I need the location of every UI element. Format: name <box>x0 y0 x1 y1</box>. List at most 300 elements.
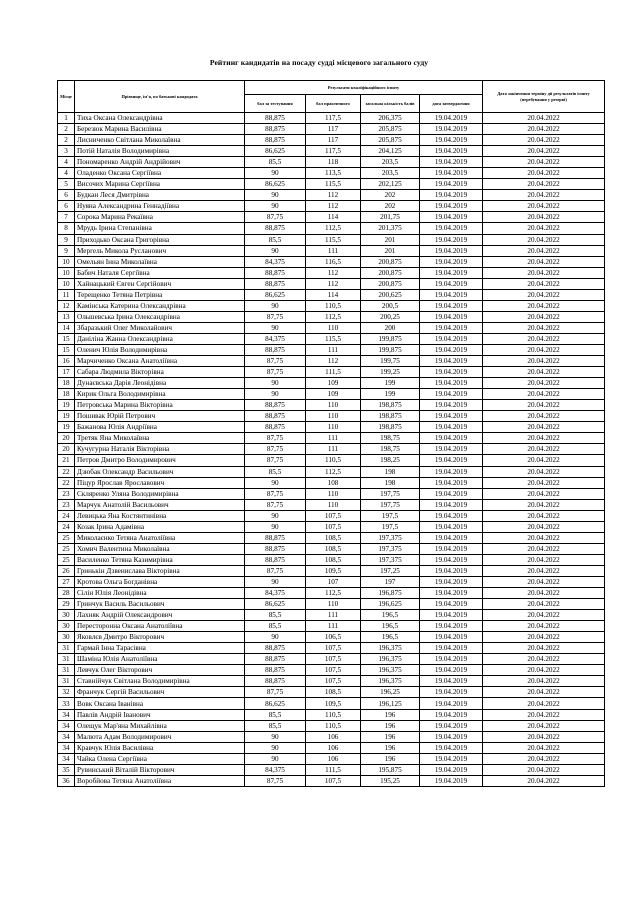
cell-practical-score: 110 <box>306 499 361 510</box>
cell-expiry-date: 20.04.2022 <box>483 113 605 124</box>
cell-expiry-date: 20.04.2022 <box>483 234 605 245</box>
table-row <box>58 477 605 488</box>
cell-expiry-date: 20.04.2022 <box>483 720 605 731</box>
cell-approval-date: 19.04.2019 <box>420 400 483 411</box>
table-row <box>58 709 605 720</box>
cell-test-score: 88,875 <box>245 643 306 654</box>
cell-expiry-date: 20.04.2022 <box>483 665 605 676</box>
table-row <box>58 466 605 477</box>
cell-place: 6 <box>58 201 75 212</box>
cell-approval-date: 19.04.2019 <box>420 588 483 599</box>
cell-practical-score: 112 <box>306 201 361 212</box>
cell-name: Кравчук Юлія Василівна <box>75 742 245 753</box>
cell-total-score: 196,375 <box>361 654 420 665</box>
cell-total-score: 201,375 <box>361 223 420 234</box>
cell-test-score: 87,75 <box>245 212 306 223</box>
cell-test-score: 87,75 <box>245 433 306 444</box>
cell-place: 25 <box>58 543 75 554</box>
cell-place: 24 <box>58 521 75 532</box>
cell-practical-score: 112 <box>306 278 361 289</box>
cell-total-score: 202 <box>361 201 420 212</box>
table-row <box>58 333 605 344</box>
cell-place: 27 <box>58 576 75 587</box>
cell-practical-score: 107,5 <box>306 654 361 665</box>
cell-total-score: 197,5 <box>361 510 420 521</box>
cell-place: 34 <box>58 709 75 720</box>
cell-name: Гармай Інна Тарасівна <box>75 643 245 654</box>
cell-approval-date: 19.04.2019 <box>420 422 483 433</box>
cell-place: 31 <box>58 676 75 687</box>
cell-name: Оленич Юлія Володимирівна <box>75 344 245 355</box>
cell-practical-score: 109,5 <box>306 698 361 709</box>
cell-total-score: 197,375 <box>361 532 420 543</box>
header-name: Прізвище, ім'я, по батькові кандидата <box>75 81 245 113</box>
cell-test-score: 88,875 <box>245 278 306 289</box>
table-row <box>58 389 605 400</box>
cell-total-score: 197,375 <box>361 554 420 565</box>
table-row <box>58 378 605 389</box>
cell-place: 1 <box>58 113 75 124</box>
cell-practical-score: 107,5 <box>306 775 361 786</box>
cell-test-score: 88,875 <box>245 676 306 687</box>
cell-total-score: 201 <box>361 245 420 256</box>
cell-place: 34 <box>58 731 75 742</box>
table-row <box>58 157 605 168</box>
cell-name: Левчук Олег Вікторович <box>75 665 245 676</box>
cell-expiry-date: 20.04.2022 <box>483 190 605 201</box>
cell-test-score: 90 <box>245 322 306 333</box>
cell-practical-score: 107 <box>306 576 361 587</box>
rating-table <box>57 80 605 787</box>
cell-total-score: 198,75 <box>361 444 420 455</box>
cell-place: 24 <box>58 510 75 521</box>
cell-total-score: 196,25 <box>361 687 420 698</box>
cell-expiry-date: 20.04.2022 <box>483 400 605 411</box>
cell-practical-score: 115,5 <box>306 333 361 344</box>
cell-test-score: 88,875 <box>245 267 306 278</box>
cell-test-score: 88,875 <box>245 665 306 676</box>
cell-practical-score: 108,5 <box>306 554 361 565</box>
cell-place: 35 <box>58 764 75 775</box>
cell-name: Левицька Яна Костянтинівна <box>75 510 245 521</box>
cell-test-score: 90 <box>245 168 306 179</box>
cell-name: Пошивак Юрій Петрович <box>75 411 245 422</box>
cell-place: 19 <box>58 411 75 422</box>
cell-test-score: 88,875 <box>245 554 306 565</box>
table-row <box>58 422 605 433</box>
cell-place: 23 <box>58 488 75 499</box>
table-body <box>58 113 605 787</box>
cell-name: Сорока Марина Рекаївна <box>75 212 245 223</box>
cell-expiry-date: 20.04.2022 <box>483 488 605 499</box>
cell-name: Потій Наталія Володимирівна <box>75 146 245 157</box>
cell-test-score: 86,625 <box>245 289 306 300</box>
cell-name: Франчук Сергій Васильович <box>75 687 245 698</box>
cell-expiry-date: 20.04.2022 <box>483 565 605 576</box>
cell-practical-score: 109 <box>306 389 361 400</box>
cell-total-score: 200,5 <box>361 300 420 311</box>
cell-expiry-date: 20.04.2022 <box>483 124 605 135</box>
cell-name: Ольшевська Ірина Олександрівна <box>75 311 245 322</box>
cell-total-score: 203,5 <box>361 168 420 179</box>
cell-name: Козак Ірина Адамівна <box>75 521 245 532</box>
cell-total-score: 202 <box>361 190 420 201</box>
cell-total-score: 201 <box>361 234 420 245</box>
cell-practical-score: 107,5 <box>306 510 361 521</box>
cell-test-score: 88,875 <box>245 113 306 124</box>
cell-name: Петров Дмитро Володимирович <box>75 455 245 466</box>
cell-expiry-date: 20.04.2022 <box>483 753 605 764</box>
cell-approval-date: 19.04.2019 <box>420 610 483 621</box>
cell-total-score: 199,875 <box>361 344 420 355</box>
cell-approval-date: 19.04.2019 <box>420 168 483 179</box>
cell-approval-date: 19.04.2019 <box>420 124 483 135</box>
cell-expiry-date: 20.04.2022 <box>483 687 605 698</box>
table-row <box>58 168 605 179</box>
cell-approval-date: 19.04.2019 <box>420 554 483 565</box>
cell-expiry-date: 20.04.2022 <box>483 521 605 532</box>
table-header <box>58 81 605 113</box>
cell-approval-date: 19.04.2019 <box>420 775 483 786</box>
cell-practical-score: 111 <box>306 610 361 621</box>
cell-practical-score: 117,5 <box>306 146 361 157</box>
cell-test-score: 84,375 <box>245 256 306 267</box>
cell-expiry-date: 20.04.2022 <box>483 135 605 146</box>
table-row <box>58 411 605 422</box>
cell-name: Яковлєв Дмитро Вікторович <box>75 632 245 643</box>
cell-place: 15 <box>58 333 75 344</box>
cell-place: 30 <box>58 610 75 621</box>
cell-practical-score: 109 <box>306 378 361 389</box>
cell-practical-score: 112,5 <box>306 466 361 477</box>
cell-total-score: 199 <box>361 378 420 389</box>
table-row <box>58 256 605 267</box>
cell-name: Пономаренко Андрій Андрійович <box>75 157 245 168</box>
cell-expiry-date: 20.04.2022 <box>483 455 605 466</box>
cell-name: Марчиченко Оксана Анатоліївна <box>75 356 245 367</box>
cell-total-score: 206,375 <box>361 113 420 124</box>
cell-place: 30 <box>58 632 75 643</box>
cell-expiry-date: 20.04.2022 <box>483 411 605 422</box>
cell-expiry-date: 20.04.2022 <box>483 654 605 665</box>
cell-total-score: 197,375 <box>361 543 420 554</box>
cell-practical-score: 115,5 <box>306 179 361 190</box>
cell-test-score: 88,875 <box>245 223 306 234</box>
cell-total-score: 196,375 <box>361 676 420 687</box>
cell-practical-score: 111,5 <box>306 764 361 775</box>
cell-approval-date: 19.04.2019 <box>420 267 483 278</box>
table-row <box>58 643 605 654</box>
cell-approval-date: 19.04.2019 <box>420 731 483 742</box>
cell-practical-score: 117,5 <box>306 113 361 124</box>
table-row <box>58 654 605 665</box>
cell-test-score: 90 <box>245 731 306 742</box>
cell-expiry-date: 20.04.2022 <box>483 764 605 775</box>
cell-place: 6 <box>58 190 75 201</box>
cell-test-score: 88,875 <box>245 411 306 422</box>
cell-approval-date: 19.04.2019 <box>420 753 483 764</box>
cell-test-score: 87,75 <box>245 367 306 378</box>
cell-total-score: 196,125 <box>361 698 420 709</box>
cell-practical-score: 112 <box>306 356 361 367</box>
cell-place: 30 <box>58 621 75 632</box>
cell-expiry-date: 20.04.2022 <box>483 543 605 554</box>
cell-practical-score: 117 <box>306 135 361 146</box>
table-row <box>58 676 605 687</box>
cell-name: Мергель Микола Русланович <box>75 245 245 256</box>
cell-expiry-date: 20.04.2022 <box>483 433 605 444</box>
cell-approval-date: 19.04.2019 <box>420 621 483 632</box>
table-row <box>58 698 605 709</box>
cell-place: 10 <box>58 256 75 267</box>
cell-approval-date: 19.04.2019 <box>420 389 483 400</box>
cell-approval-date: 19.04.2019 <box>420 278 483 289</box>
table-row <box>58 554 605 565</box>
cell-expiry-date: 20.04.2022 <box>483 289 605 300</box>
cell-test-score: 87,75 <box>245 499 306 510</box>
cell-name: Марчук Анатолій Васильович <box>75 499 245 510</box>
cell-test-score: 86,625 <box>245 146 306 157</box>
table-row <box>58 400 605 411</box>
cell-test-score: 88,875 <box>245 135 306 146</box>
cell-practical-score: 110,5 <box>306 300 361 311</box>
cell-test-score: 88,875 <box>245 543 306 554</box>
cell-name: Лисниченко Світлана Миколаївна <box>75 135 245 146</box>
table-row <box>58 576 605 587</box>
cell-expiry-date: 20.04.2022 <box>483 775 605 786</box>
cell-place: 31 <box>58 665 75 676</box>
cell-place: 8 <box>58 223 75 234</box>
table-row <box>58 201 605 212</box>
header-total-score: загальна кількість балів <box>361 95 420 113</box>
cell-test-score: 87,75 <box>245 455 306 466</box>
cell-test-score: 90 <box>245 510 306 521</box>
cell-practical-score: 110 <box>306 411 361 422</box>
cell-name: Воробйова Тетяна Анатоліївна <box>75 775 245 786</box>
cell-place: 34 <box>58 742 75 753</box>
cell-practical-score: 117 <box>306 124 361 135</box>
cell-practical-score: 108,5 <box>306 687 361 698</box>
header-practical-score: бал практичного <box>306 95 361 113</box>
cell-practical-score: 115,5 <box>306 234 361 245</box>
cell-approval-date: 19.04.2019 <box>420 190 483 201</box>
cell-approval-date: 19.04.2019 <box>420 113 483 124</box>
cell-test-score: 90 <box>245 190 306 201</box>
cell-total-score: 199,25 <box>361 367 420 378</box>
cell-test-score: 87,75 <box>245 444 306 455</box>
cell-expiry-date: 20.04.2022 <box>483 311 605 322</box>
cell-expiry-date: 20.04.2022 <box>483 621 605 632</box>
cell-place: 16 <box>58 356 75 367</box>
cell-approval-date: 19.04.2019 <box>420 488 483 499</box>
cell-practical-score: 111 <box>306 344 361 355</box>
cell-expiry-date: 20.04.2022 <box>483 698 605 709</box>
cell-test-score: 86,625 <box>245 179 306 190</box>
table-row <box>58 565 605 576</box>
cell-name: Дунаєвська Дарія Леонідівна <box>75 378 245 389</box>
cell-approval-date: 19.04.2019 <box>420 742 483 753</box>
cell-test-score: 90 <box>245 632 306 643</box>
cell-total-score: 198,875 <box>361 411 420 422</box>
cell-expiry-date: 20.04.2022 <box>483 632 605 643</box>
cell-test-score: 90 <box>245 742 306 753</box>
table-row <box>58 322 605 333</box>
cell-total-score: 197,75 <box>361 499 420 510</box>
cell-name: Будкан Леся Дмитрівна <box>75 190 245 201</box>
cell-test-score: 90 <box>245 477 306 488</box>
cell-total-score: 200,625 <box>361 289 420 300</box>
cell-total-score: 196 <box>361 753 420 764</box>
cell-practical-score: 116,5 <box>306 256 361 267</box>
cell-expiry-date: 20.04.2022 <box>483 168 605 179</box>
cell-place: 2 <box>58 124 75 135</box>
cell-place: 3 <box>58 146 75 157</box>
cell-test-score: 90 <box>245 576 306 587</box>
cell-expiry-date: 20.04.2022 <box>483 477 605 488</box>
cell-expiry-date: 20.04.2022 <box>483 466 605 477</box>
cell-approval-date: 19.04.2019 <box>420 223 483 234</box>
cell-name: Приходько Оксана Григорівна <box>75 234 245 245</box>
table-row <box>58 764 605 775</box>
cell-expiry-date: 20.04.2022 <box>483 201 605 212</box>
cell-total-score: 198,75 <box>361 433 420 444</box>
cell-total-score: 196,625 <box>361 599 420 610</box>
cell-practical-score: 106 <box>306 742 361 753</box>
cell-approval-date: 19.04.2019 <box>420 201 483 212</box>
cell-name: Тиха Оксана Олександрівна <box>75 113 245 124</box>
cell-total-score: 200,875 <box>361 278 420 289</box>
cell-place: 31 <box>58 654 75 665</box>
cell-total-score: 200,875 <box>361 267 420 278</box>
cell-approval-date: 19.04.2019 <box>420 433 483 444</box>
cell-name: Терещенко Тетяна Петрівна <box>75 289 245 300</box>
cell-total-score: 196,5 <box>361 632 420 643</box>
cell-total-score: 196 <box>361 720 420 731</box>
cell-approval-date: 19.04.2019 <box>420 521 483 532</box>
cell-approval-date: 19.04.2019 <box>420 466 483 477</box>
cell-place: 22 <box>58 477 75 488</box>
cell-name: Камінська Катерина Олександрівна <box>75 300 245 311</box>
cell-approval-date: 19.04.2019 <box>420 378 483 389</box>
cell-place: 5 <box>58 179 75 190</box>
cell-name: Бажанова Юлія Андріївна <box>75 422 245 433</box>
table-row <box>58 610 605 621</box>
cell-practical-score: 112,5 <box>306 588 361 599</box>
cell-approval-date: 19.04.2019 <box>420 543 483 554</box>
cell-approval-date: 19.04.2019 <box>420 322 483 333</box>
cell-expiry-date: 20.04.2022 <box>483 709 605 720</box>
cell-test-score: 88,875 <box>245 422 306 433</box>
table-row <box>58 190 605 201</box>
cell-test-score: 87,75 <box>245 565 306 576</box>
cell-test-score: 90 <box>245 389 306 400</box>
cell-approval-date: 19.04.2019 <box>420 356 483 367</box>
table-row <box>58 135 605 146</box>
cell-place: 26 <box>58 565 75 576</box>
cell-name: Оладенко Оксана Сергіївна <box>75 168 245 179</box>
cell-place: 14 <box>58 322 75 333</box>
cell-name: Хомич Валентина Миколаївна <box>75 543 245 554</box>
cell-approval-date: 19.04.2019 <box>420 289 483 300</box>
cell-place: 31 <box>58 643 75 654</box>
cell-name: Василенко Тетяна Казимирівна <box>75 554 245 565</box>
cell-total-score: 198 <box>361 466 420 477</box>
cell-name: Кротова Ольга Богданівна <box>75 576 245 587</box>
cell-place: 20 <box>58 433 75 444</box>
cell-place: 4 <box>58 157 75 168</box>
cell-expiry-date: 20.04.2022 <box>483 245 605 256</box>
cell-name: Рувинський Віталій Вікторович <box>75 764 245 775</box>
cell-place: 33 <box>58 698 75 709</box>
header-approval-date: дата затвердження <box>420 95 483 113</box>
cell-expiry-date: 20.04.2022 <box>483 300 605 311</box>
cell-test-score: 87,75 <box>245 775 306 786</box>
cell-expiry-date: 20.04.2022 <box>483 378 605 389</box>
table-row <box>58 234 605 245</box>
cell-test-score: 84,375 <box>245 764 306 775</box>
cell-approval-date: 19.04.2019 <box>420 510 483 521</box>
table-row <box>58 588 605 599</box>
cell-test-score: 85,5 <box>245 621 306 632</box>
cell-test-score: 84,375 <box>245 333 306 344</box>
cell-expiry-date: 20.04.2022 <box>483 599 605 610</box>
cell-test-score: 87,75 <box>245 356 306 367</box>
cell-practical-score: 110 <box>306 599 361 610</box>
cell-test-score: 85,5 <box>245 720 306 731</box>
cell-name: Ставнійчук Світлана Володимирівна <box>75 676 245 687</box>
cell-expiry-date: 20.04.2022 <box>483 256 605 267</box>
cell-place: 7 <box>58 212 75 223</box>
table-row <box>58 521 605 532</box>
cell-total-score: 195,25 <box>361 775 420 786</box>
cell-expiry-date: 20.04.2022 <box>483 367 605 378</box>
cell-total-score: 200,875 <box>361 256 420 267</box>
cell-practical-score: 107,5 <box>306 643 361 654</box>
cell-test-score: 88,875 <box>245 532 306 543</box>
cell-total-score: 196,875 <box>361 588 420 599</box>
table-row <box>58 146 605 157</box>
cell-practical-score: 109,5 <box>306 565 361 576</box>
table-row <box>58 289 605 300</box>
header-place: Місце <box>58 81 75 113</box>
cell-approval-date: 19.04.2019 <box>420 643 483 654</box>
page-title: Рейтинг кандидатів на посаду судді місцевого загального суду <box>209 58 429 67</box>
cell-approval-date: 19.04.2019 <box>420 212 483 223</box>
cell-name: Малюта Адам Володимирович <box>75 731 245 742</box>
cell-total-score: 196 <box>361 731 420 742</box>
table-row <box>58 344 605 355</box>
cell-place: 18 <box>58 389 75 400</box>
cell-name: Третяк Яна Миколаївна <box>75 433 245 444</box>
cell-expiry-date: 20.04.2022 <box>483 742 605 753</box>
cell-name: Скляренко Уляна Володимирівна <box>75 488 245 499</box>
cell-total-score: 196 <box>361 709 420 720</box>
cell-total-score: 197 <box>361 576 420 587</box>
cell-expiry-date: 20.04.2022 <box>483 356 605 367</box>
cell-total-score: 196,5 <box>361 610 420 621</box>
cell-practical-score: 110,5 <box>306 455 361 466</box>
cell-total-score: 205,875 <box>361 135 420 146</box>
cell-test-score: 86,625 <box>245 698 306 709</box>
cell-total-score: 198,875 <box>361 400 420 411</box>
cell-name: Пересторонна Оксана Анатоліївна <box>75 621 245 632</box>
cell-practical-score: 110,5 <box>306 709 361 720</box>
cell-total-score: 199,75 <box>361 356 420 367</box>
cell-total-score: 201,75 <box>361 212 420 223</box>
cell-place: 11 <box>58 289 75 300</box>
cell-approval-date: 19.04.2019 <box>420 333 483 344</box>
cell-name: Кирик Ольга Володимирівна <box>75 389 245 400</box>
